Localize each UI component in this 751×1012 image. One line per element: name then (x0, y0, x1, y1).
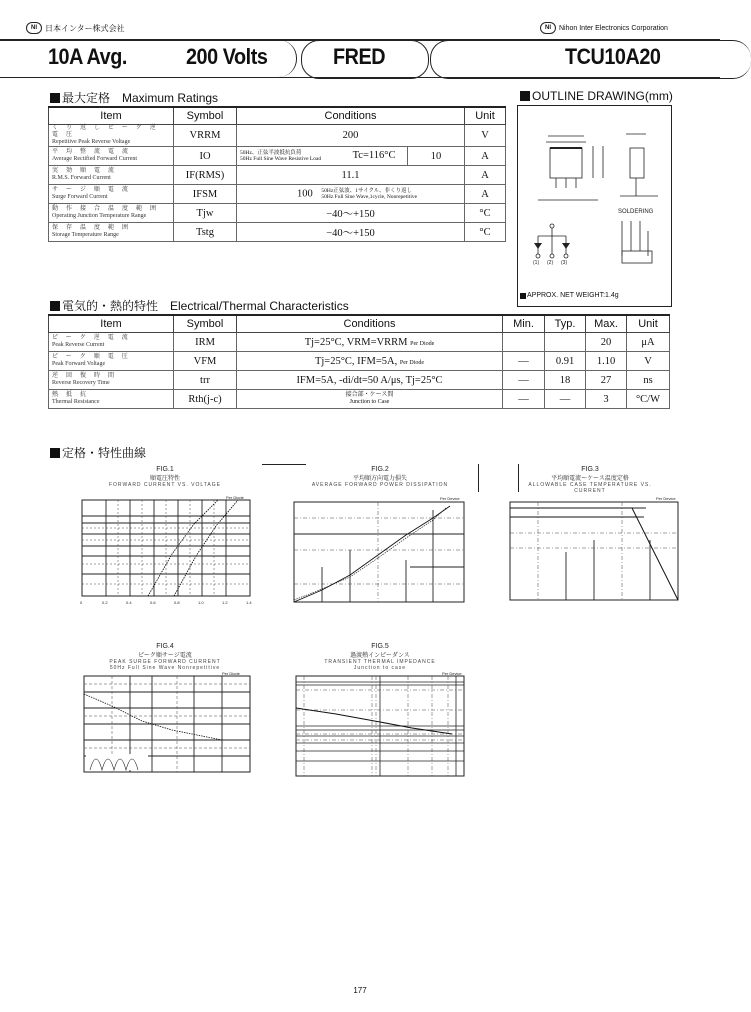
figure-3: FIG.3 平均順電流ーケース温度定格 ALLOWABLE CASE TEMPERATURE VS. CURRENT (528, 466, 652, 494)
device-type: FRED (333, 44, 386, 69)
unit-cell: A (465, 185, 506, 204)
package-drawing-icon (518, 106, 671, 306)
svg-text:1.0: 1.0 (198, 600, 204, 605)
svg-text:SOLDERING: SOLDERING (618, 209, 654, 215)
table-row: ピーク逆電流 Peak Reverse Current IRM Tj=25°C, VRM=VRRM Per Diode 20 μA (49, 333, 670, 352)
symbol-cell: IO (174, 147, 237, 166)
item-cell: サージ順電流 Surge Forward Current (49, 185, 174, 204)
symbol-cell: IF(RMS) (174, 166, 237, 185)
max-ratings-table (48, 106, 506, 242)
net-weight: APPROX. NET WEIGHT:1.4g (520, 292, 619, 299)
condition-cell: 200 (237, 125, 465, 147)
fig3-chart (506, 496, 686, 610)
svg-text:0.6: 0.6 (150, 600, 156, 605)
company-logo-jp (26, 22, 125, 34)
condition-cell: −40〜+150 (237, 223, 465, 242)
table-row: ピーク順電圧 Peak Forward Voltage VFM Tj=25°C, IFM=5A, Per Diode — 0.91 1.10 V (49, 352, 670, 371)
svg-text:Per Device: Per Device (656, 496, 676, 501)
bullet-square-icon (520, 293, 526, 299)
table-row (49, 166, 506, 185)
value-cell: 10 (408, 147, 465, 166)
max-ratings-title (50, 89, 218, 106)
figure-4: FIG.4 ピーク順サージ電流 PEAK SURGE FORWARD CURRENT 50Hz Full Sine Wave Nonrepetitive (109, 643, 221, 671)
figure-2: FIG.2 平均順方向電力損失 AVERAGE FORWARD POWER DISSIPATION (311, 466, 449, 488)
svg-text:(3): (3) (561, 260, 568, 266)
electrical-table (48, 314, 670, 409)
table-row (49, 185, 506, 204)
condition-cell: 50Hz、正弦半波抵抗負荷 50Hz Full Sine Wave Resistive Load Tc=116°C (237, 147, 408, 166)
svg-text:1.4: 1.4 (246, 600, 252, 605)
table-row: 逆回復時間 Reverse Recovery Time trr IFM=5A, -di/dt=50 A/μs, Tj=25°C — 18 27 ns (49, 371, 670, 390)
rating-voltage: 200 Volts (186, 44, 268, 69)
svg-text:Per Diode: Per Diode (226, 495, 244, 500)
company-logo-en (540, 22, 668, 34)
svg-text:1.2: 1.2 (222, 600, 228, 605)
max-ratings-title-jp: 最大定格 (62, 91, 111, 105)
ni-logo-icon: NI (540, 22, 556, 34)
electrical-title: 電気的・熱的特性 Electrical/Thermal Characteristics (50, 297, 349, 314)
condition-cell: −40〜+150 (237, 204, 465, 223)
svg-text:0: 0 (80, 600, 83, 605)
unit-cell: A (465, 147, 506, 166)
figure-1: FIG.1 順電圧特性 FORWARD CURRENT VS. VOLTAGE (108, 466, 221, 488)
condition-cell: 100 50Hz正弦波、1サイクル、非くり返し 50Hz Full Sine Wave,1cycle, Nonrepetitive (237, 185, 465, 204)
bullet-square-icon (50, 301, 60, 311)
item-cell: 動作接合温度範囲 Operating Junction Temperature Range (49, 204, 174, 223)
part-number: TCU10A20 (565, 44, 661, 69)
table-row: 熱抵抗 Thermal Resistance Rth(j-c) 接合部・ケース間 Junction to Case — — 3 °C/W (49, 390, 670, 409)
svg-text:0.8: 0.8 (174, 600, 180, 605)
svg-text:(1): (1) (533, 260, 540, 266)
unit-cell: °C (465, 223, 506, 242)
svg-text:0.4: 0.4 (126, 600, 132, 605)
table-row (49, 147, 506, 166)
company-name-en: Nihon Inter Electronics Corporation (559, 24, 668, 32)
col-conditions: Conditions (237, 107, 465, 125)
svg-text:Per Device: Per Device (440, 496, 460, 501)
col-unit: Unit (465, 107, 506, 125)
col-symbol: Symbol (174, 107, 237, 125)
bullet-square-icon (50, 93, 60, 103)
curves-title: 定格・特性曲線 (50, 444, 146, 461)
fig1-chart (76, 496, 256, 616)
symbol-cell: IFSM (174, 185, 237, 204)
symbol-cell: Tjw (174, 204, 237, 223)
bullet-square-icon (50, 448, 60, 458)
table-header-row (49, 107, 506, 125)
symbol-cell: VRRM (174, 125, 237, 147)
item-cell: 実効順電流 R.M.S. Forward Current (49, 166, 174, 185)
outline-drawing (517, 105, 672, 307)
svg-text:0.2: 0.2 (102, 600, 108, 605)
condition-cell: 11.1 (237, 166, 465, 185)
item-cell: くり返しピーク逆電圧 Repetitive Peak Reverse Voltage (49, 125, 174, 147)
max-ratings-title-en: Maximum Ratings (122, 90, 219, 105)
unit-cell: °C (465, 204, 506, 223)
item-cell: 平均整流電流 Average Rectified Forward Current (49, 147, 174, 166)
fig3-inset-rule (478, 464, 479, 492)
fig2-inset-rule (262, 464, 306, 465)
page-number: 177 (353, 986, 367, 995)
outline-title: OUTLINE DRAWING(mm) (520, 89, 673, 103)
svg-text:(2): (2) (547, 260, 554, 266)
fig4-chart (82, 671, 262, 786)
table-header-row: Item Symbol Conditions Min. Typ. Max. Unit (49, 315, 670, 333)
rating-current: 10A Avg. (48, 44, 127, 69)
svg-text:Per Device: Per Device (442, 671, 462, 676)
fig5-chart (292, 671, 472, 786)
table-row (49, 204, 506, 223)
fig2-chart (290, 496, 470, 610)
unit-cell: A (465, 166, 506, 185)
unit-cell: V (465, 125, 506, 147)
bullet-square-icon (520, 91, 530, 101)
table-row (49, 125, 506, 147)
ni-logo-icon: NI (26, 22, 42, 34)
table-row (49, 223, 506, 242)
col-item: Item (49, 107, 174, 125)
symbol-cell: Tstg (174, 223, 237, 242)
figure-5: FIG.5 過渡熱インピーダンス TRANSIENT THERMAL IMPEDANCE Junction to case (324, 643, 436, 671)
company-name-jp: 日本インター株式会社 (45, 23, 125, 33)
svg-text:Per Diode: Per Diode (222, 671, 240, 676)
item-cell: 保存温度範囲 Storage Temperature Range (49, 223, 174, 242)
fig3-inset-rule (518, 464, 519, 492)
